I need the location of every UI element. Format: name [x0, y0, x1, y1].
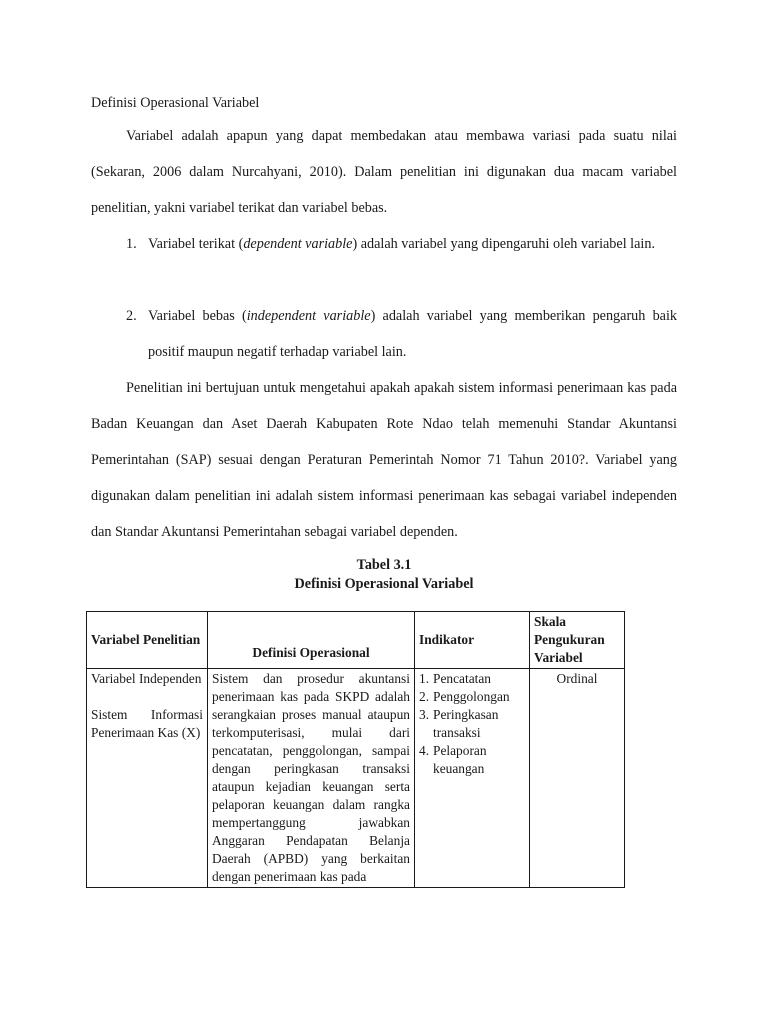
header-definisi: Definisi Operasional [208, 612, 415, 669]
list-text: Variabel bebas (independent variable) adalah variabel yang memberikan pengaruh baik positif maupun negatif terhadap variabel lain. [148, 308, 678, 360]
italic-term: independent variable [246, 308, 371, 324]
header-indikator: Indikator [415, 612, 530, 669]
variabel-name: Sistem Informasi Penerimaan Kas (X) [91, 707, 203, 740]
table-row [87, 669, 625, 888]
paragraph-purpose: Penelitian ini bertujuan untuk mengetahui apakah apakah sistem informasi penerimaan kas pada Badan Keuangan dan Aset Daerah Kabupaten Rote Ndao telah memenuhi Standar Akuntansi Pemerintahan (SAP) sesuai dengan Peraturan Pemerintah Nomor 71 Tahun 2010?. Variabel yang digunakan dalam penelitian ini adalah sistem informasi penerimaan kas sebagai variabel independen dan Standar Akuntansi Pemerintahan sebagai variabel dependen. [91, 380, 677, 540]
table-title: Definisi Operasional Variabel [294, 576, 474, 592]
indicator-item: 2. Penggolongan [419, 689, 510, 704]
header-variabel: Variabel Penelitian [87, 612, 208, 669]
list-text: Variabel terikat (dependent variable) adalah variabel yang dipengaruhi oleh variabel lain. [148, 236, 656, 252]
italic-term: dependent variable [243, 236, 353, 252]
variabel-type: Variabel Independen [91, 671, 202, 686]
indicator-item: 4. Pelaporan keuangan [419, 743, 487, 776]
list-number: 1. [126, 236, 137, 252]
paragraph-intro: Variabel adalah apapun yang dapat membedakan atau membawa variasi pada suatu nilai (Sekaran, 2006 dalam Nurcahyani, 2010). Dalam penelitian ini digunakan dua macam variabel penelitian, yakni variabel terikat dan variabel bebas. [91, 128, 677, 216]
table-number: Tabel 3.1 [356, 557, 412, 573]
cell-skala: Ordinal [530, 669, 625, 888]
indicator-item: 3. Peringkasan transaksi [419, 707, 499, 740]
definition-table [86, 611, 625, 888]
table-header-row [87, 612, 625, 669]
indicator-item: 1. Pencatatan [419, 671, 491, 686]
cell-definisi: Sistem dan prosedur akuntansi penerimaan kas pada SKPD adalah serangkaian proses manual ataupun terkomputerisasi, mulai dari pencatatan, penggolongan, sampai dengan peringkasan transaksi ataupun kejadian keuangan serta pelaporan keuangan dalam rangka mempertanggung jawabkan Anggaran Pendapatan Belanja Daerah (APBD) yang berkaitan dengan penerimaan kas pada [208, 669, 415, 888]
cell-indikator [415, 669, 530, 888]
cell-variabel [87, 669, 208, 888]
list-item-independent [126, 298, 677, 370]
section-heading: Definisi Operasional Variabel [91, 95, 260, 111]
list-item-dependent [126, 226, 677, 262]
header-skala: Skala Pengukuran Variabel [530, 612, 625, 669]
list-number: 2. [126, 308, 137, 324]
